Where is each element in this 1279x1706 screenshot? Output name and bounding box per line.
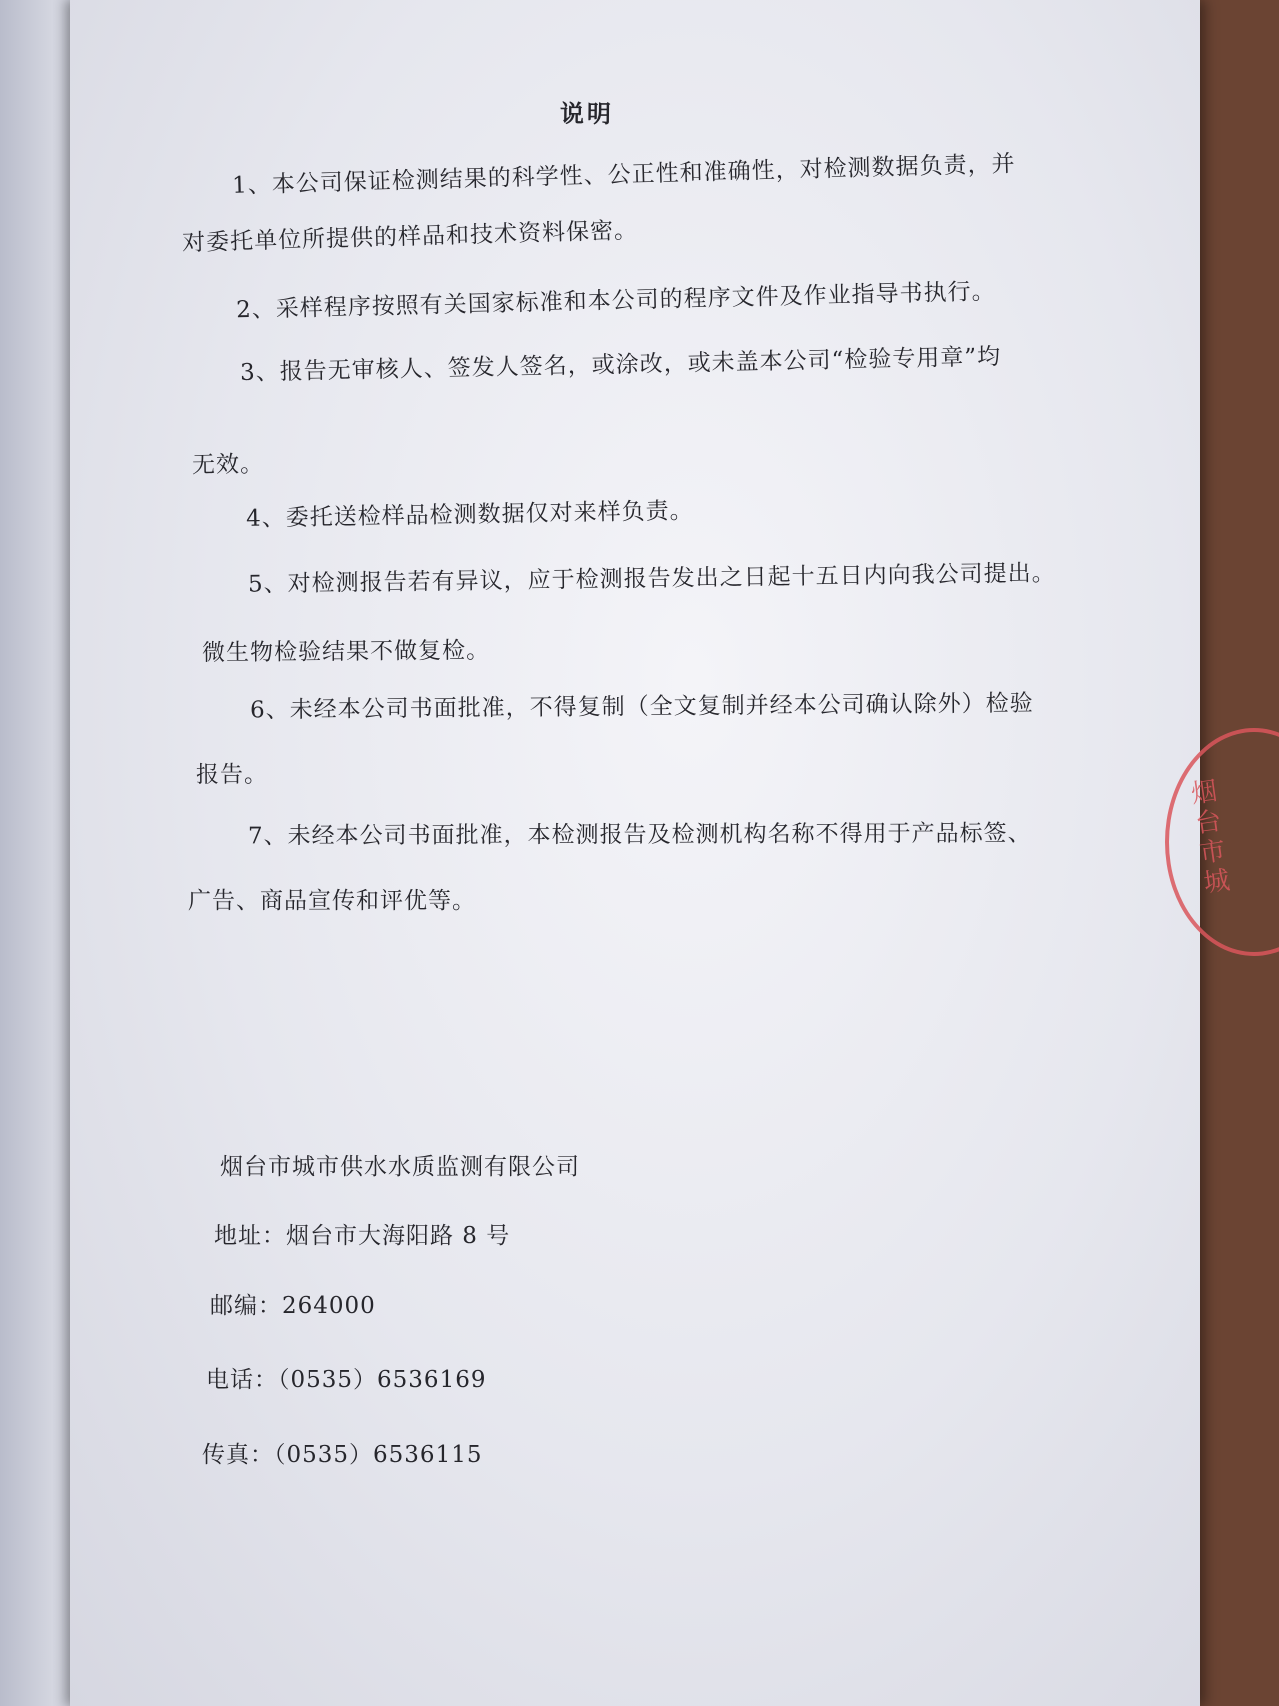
red-seal-stamp-text: 烟台市城 [1184,776,1232,900]
item-5-line-2: 微生物检验结果不做复检。 [201,637,491,667]
item-4-line-1: 4、委托送检样品检测数据仅对来样负责。 [245,498,694,532]
item-1-line-1: 1、本公司保证检测结果的科学性、公正性和准确性，对检测数据负责，并 [231,151,1016,199]
company-address: 地址：烟台市大海阳路 8 号 [214,1223,511,1249]
company-postcode: 邮编：264000 [210,1293,376,1319]
item-1-line-2: 对委托单位所提供的样品和技术资料保密。 [181,217,639,257]
company-name: 烟台市城市供水水质监测有限公司 [220,1154,580,1180]
company-phone: 电话：（0535）6536169 [206,1367,487,1393]
item-7-line-1: 7、未经本公司书面批准，本检测报告及检测机构名称不得用于产品标签、 [247,820,1032,850]
document-title: 说明 [559,98,615,129]
item-6-line-1: 6、未经本公司书面批准，不得复制（全文复制并经本公司确认除外）检验 [249,690,1034,724]
company-fax: 传真：（0535）6536115 [202,1442,483,1468]
item-3-line-2: 无效。 [191,451,265,479]
item-7-line-2: 广告、商品宣传和评优等。 [188,888,476,914]
item-2-line-1: 2、采样程序按照有关国家标准和本公司的程序文件及作业指导书执行。 [235,278,996,324]
item-3-line-1: 3、报告无审核人、签发人签名，或涂改，或未盖本公司“检验专用章”均 [239,344,1002,386]
item-5-line-1: 5、对检测报告若有异议，应于检测报告发出之日起十五日内向我公司提出。 [247,560,1056,598]
item-6-line-2: 报告。 [195,761,269,789]
